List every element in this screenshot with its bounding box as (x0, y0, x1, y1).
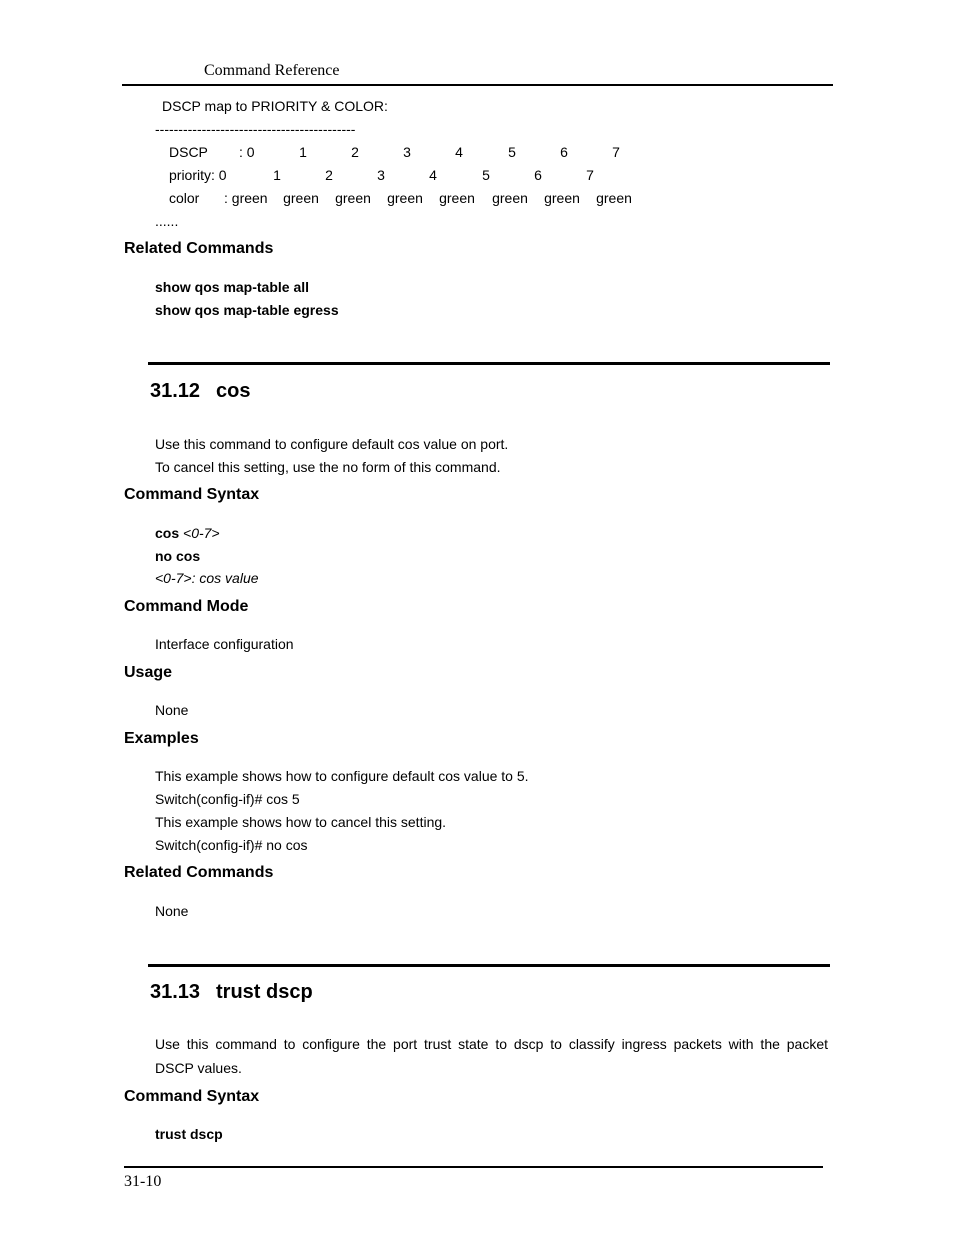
section-rule (148, 362, 830, 365)
command-syntax-heading: Command Syntax (124, 486, 260, 503)
related-command-item: show qos map-table all (155, 279, 310, 295)
priority-value: 3 (377, 167, 385, 183)
running-header-title: Command Reference (204, 62, 340, 79)
section-number: 31.13 (150, 981, 201, 1003)
related-commands-value: None (155, 903, 189, 919)
command-syntax-heading: Command Syntax (124, 1088, 260, 1105)
example-line: This example shows how to configure default cos value to 5. (155, 768, 529, 784)
description-line: To cancel this setting, use the no form of this command. (155, 459, 501, 475)
command-mode-heading: Command Mode (124, 598, 249, 615)
section-title: trust dscp (216, 981, 313, 1003)
command-mode-value: Interface configuration (155, 636, 294, 652)
color-value: green (492, 190, 528, 206)
color-value: green (335, 190, 371, 206)
priority-row-label: priority: 0 (169, 167, 227, 183)
color-value: green (596, 190, 632, 206)
dscp-value: 4 (455, 144, 463, 160)
syntax-argument: <0-7> (183, 525, 220, 541)
color-value: green (387, 190, 423, 206)
section-rule (148, 964, 830, 967)
dscp-row-first-value: : 0 (239, 144, 255, 160)
syntax-line (155, 525, 220, 541)
section-number: 31.12 (150, 380, 201, 402)
syntax-command: cos (155, 525, 180, 541)
priority-value: 1 (273, 167, 281, 183)
priority-value: 5 (482, 167, 490, 183)
dscp-value: 2 (351, 144, 359, 160)
example-line: Switch(config-if)# cos 5 (155, 791, 300, 807)
dscp-value: 6 (560, 144, 568, 160)
dscp-row-label: DSCP (169, 144, 208, 160)
syntax-no-form: no cos (155, 548, 201, 564)
priority-value: 4 (429, 167, 437, 183)
syntax-command: trust dscp (155, 1126, 223, 1142)
priority-value: 7 (586, 167, 594, 183)
priority-value: 2 (325, 167, 333, 183)
priority-value: 6 (534, 167, 542, 183)
example-line: Switch(config-if)# no cos (155, 837, 308, 853)
dscp-value: 5 (508, 144, 516, 160)
related-commands-heading: Related Commands (124, 864, 274, 881)
dscp-value: 7 (612, 144, 620, 160)
description-line: Use this command to configure default cos value on port. (155, 436, 509, 452)
dscp-map-title: DSCP map to PRIORITY & COLOR: (162, 98, 388, 114)
description-line: Use this command to configure the port trust state to dscp to classify ingress packets with the packet (155, 1036, 828, 1052)
usage-value: None (155, 702, 189, 718)
related-commands-heading: Related Commands (124, 240, 274, 257)
example-line: This example shows how to cancel this setting. (155, 814, 447, 830)
section-title: cos (216, 380, 251, 402)
dscp-map-ellipsis: ...... (155, 213, 179, 229)
header-rule (122, 84, 833, 86)
color-value: green (439, 190, 475, 206)
footer-rule (124, 1166, 823, 1168)
usage-heading: Usage (124, 664, 173, 681)
dscp-map-separator: ------------------------------------------- (155, 121, 356, 137)
color-value: green (283, 190, 319, 206)
color-row-label: color (169, 190, 200, 206)
color-row-first-value: : green (224, 190, 268, 206)
color-value: green (544, 190, 580, 206)
parameter-description: <0-7>: cos value (155, 570, 259, 586)
description-line: DSCP values. (155, 1060, 242, 1076)
page-number: 31-10 (124, 1173, 162, 1190)
dscp-value: 3 (403, 144, 411, 160)
dscp-value: 1 (299, 144, 307, 160)
related-command-item: show qos map-table egress (155, 302, 339, 318)
examples-heading: Examples (124, 730, 199, 747)
